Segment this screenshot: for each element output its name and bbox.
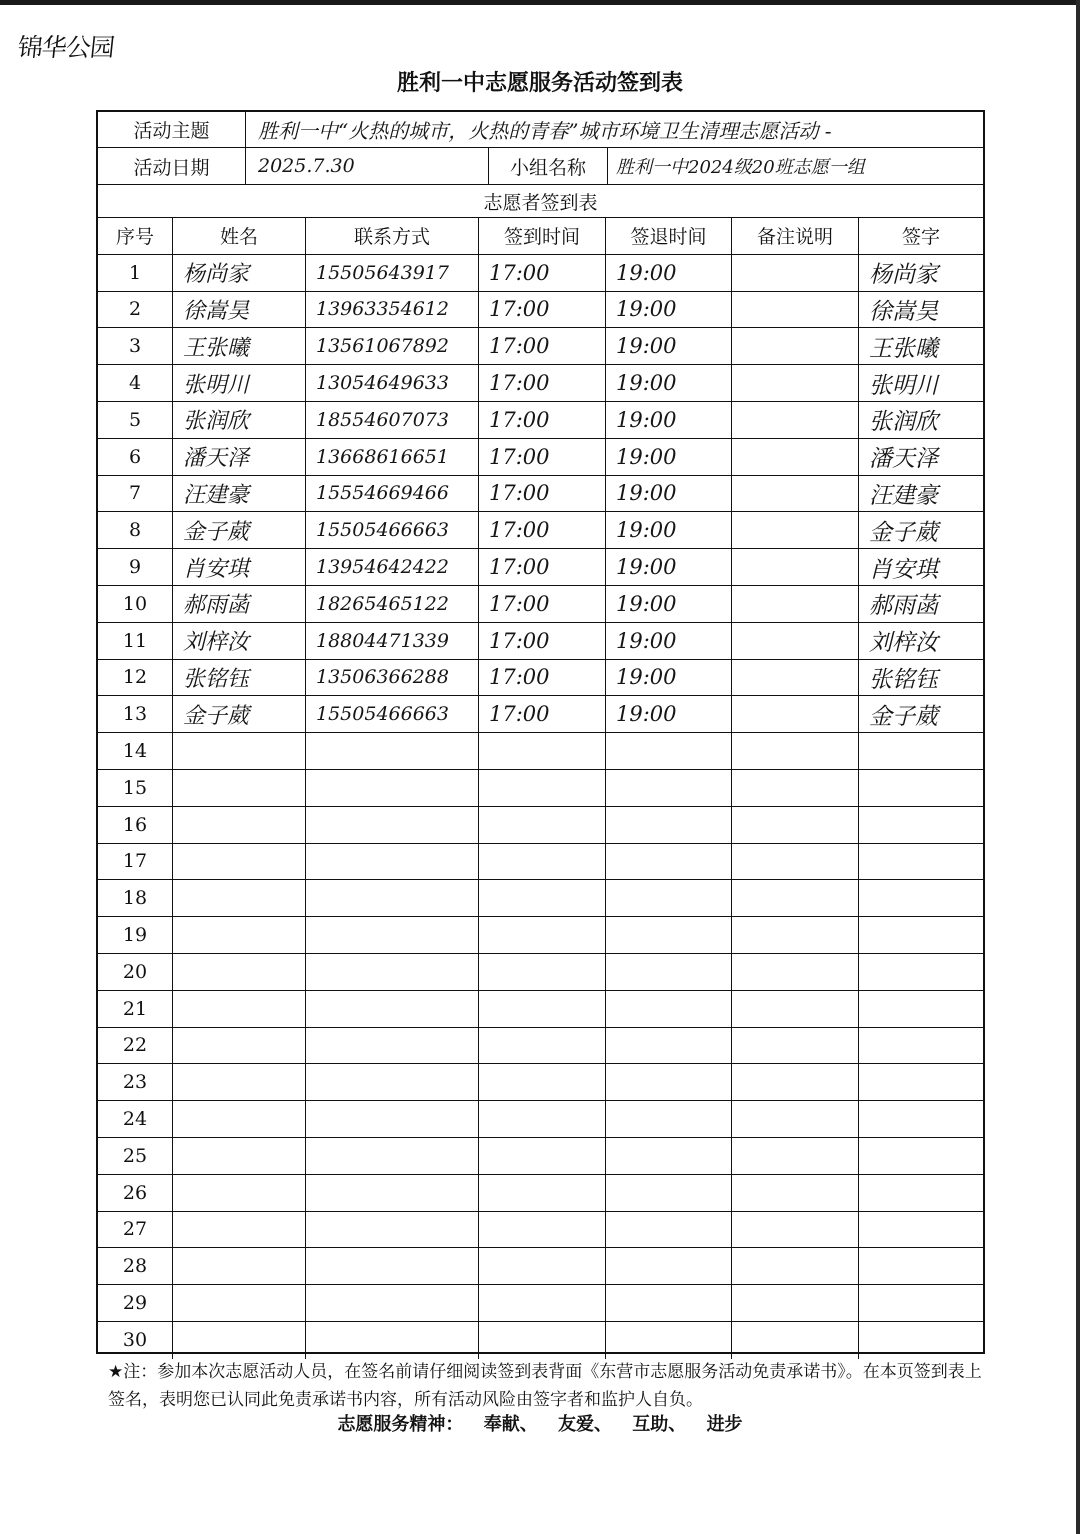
volunteer-phone: [306, 1028, 479, 1064]
note-cell: [732, 402, 859, 438]
signout-time: 19:00: [606, 402, 732, 438]
signin-time: 17:00: [479, 439, 606, 475]
table-row: [98, 954, 983, 991]
signout-time: [606, 1175, 732, 1211]
volunteer-name: [173, 991, 306, 1027]
row-number: 26: [98, 1175, 173, 1211]
date-value: 2025.7.30: [258, 155, 355, 177]
group-value: 胜利一中2024级20班志愿一组: [616, 157, 865, 178]
signin-time: 17:00: [479, 549, 606, 585]
volunteer-phone: [306, 1101, 479, 1137]
note-cell: [732, 255, 859, 291]
footer-spirit: [0, 1410, 1080, 1436]
volunteer-name: [173, 880, 306, 916]
note-cell: [732, 880, 859, 916]
row-number: 24: [98, 1101, 173, 1137]
volunteer-name: [173, 917, 306, 953]
volunteer-phone: [306, 807, 479, 843]
signature-cell: 金子葳: [869, 519, 938, 546]
row-number: 17: [98, 844, 173, 880]
signout-time: [606, 807, 732, 843]
table-row: [98, 402, 983, 439]
signin-time: 17:00: [479, 586, 606, 622]
volunteer-phone: 13668616651: [306, 439, 479, 475]
volunteer-phone: [306, 1212, 479, 1248]
signature-cell: [859, 1138, 983, 1174]
volunteer-phone: 13054649633: [306, 365, 479, 401]
row-number: 1: [98, 255, 173, 291]
signout-time: 19:00: [606, 660, 732, 696]
note-cell: [732, 476, 859, 512]
date-label: 活动日期: [98, 148, 246, 184]
volunteer-name: 杨尚家: [173, 255, 306, 291]
signature-cell: [859, 1212, 983, 1248]
table-row: [98, 255, 983, 292]
table-row: [98, 328, 983, 365]
signature-cell: [859, 880, 983, 916]
theme-row: [98, 112, 983, 148]
volunteer-name: [173, 1248, 306, 1284]
header-signature: 签字: [901, 226, 940, 249]
row-number: 7: [98, 476, 173, 512]
volunteer-phone: [306, 917, 479, 953]
signout-time: 19:00: [606, 292, 732, 328]
volunteer-name: 王张曦: [173, 328, 306, 364]
volunteer-name: [173, 1138, 306, 1174]
volunteer-name: [173, 1175, 306, 1211]
volunteer-phone: 13963354612: [306, 292, 479, 328]
spirit-value: 奉献、: [483, 1414, 538, 1435]
signout-time: 19:00: [606, 512, 732, 548]
header-note: 备注说明: [732, 218, 859, 254]
signout-time: 19:00: [606, 365, 732, 401]
handwritten-location-note: 锦华公园: [16, 33, 116, 62]
table-row: [98, 1064, 983, 1101]
table-row: [98, 549, 983, 586]
signin-time: 17:00: [479, 402, 606, 438]
signout-time: [606, 1322, 732, 1359]
spirit-value: 友爱、: [558, 1414, 612, 1435]
volunteer-name: 金子葳: [173, 696, 306, 732]
note-cell: [732, 549, 859, 585]
signin-time: [479, 1028, 606, 1064]
signature-cell: 张明川: [869, 372, 938, 399]
signout-time: [606, 1138, 732, 1174]
row-number: 10: [98, 586, 173, 622]
volunteer-name: 潘天泽: [173, 439, 306, 475]
signout-time: 19:00: [606, 255, 732, 291]
note-cell: [732, 991, 859, 1027]
spirit-value: 进步: [706, 1414, 743, 1435]
volunteer-phone: [306, 844, 479, 880]
table-row: [98, 1175, 983, 1212]
signout-time: [606, 991, 732, 1027]
row-number: 9: [98, 549, 173, 585]
group-label: 小组名称: [488, 148, 608, 184]
signin-time: 17:00: [479, 660, 606, 696]
signin-time: [479, 1285, 606, 1321]
volunteer-name: [173, 1064, 306, 1100]
volunteer-phone: [306, 954, 479, 990]
signature-cell: 汪建豪: [869, 482, 938, 509]
volunteer-phone: [306, 770, 479, 806]
row-number: 18: [98, 880, 173, 916]
table-row: [98, 917, 983, 954]
signature-cell: 潘天泽: [869, 446, 938, 473]
signin-time: [479, 954, 606, 990]
table-row: [98, 1248, 983, 1285]
signout-time: [606, 954, 732, 990]
row-number: 19: [98, 917, 173, 953]
signature-cell: [859, 917, 983, 953]
signature-cell: 张铭钰: [869, 666, 938, 693]
volunteer-name: [173, 1101, 306, 1137]
header-no: 序号: [98, 218, 173, 254]
note-cell: [732, 623, 859, 659]
signature-cell: [859, 733, 983, 769]
volunteer-phone: 13954642422: [306, 549, 479, 585]
signature-cell: [859, 1322, 983, 1359]
table-row: [98, 586, 983, 623]
signature-cell: [859, 1101, 983, 1137]
volunteer-phone: 15505466663: [306, 696, 479, 732]
note-cell: [732, 512, 859, 548]
row-number: 2: [98, 292, 173, 328]
signin-time: [479, 1064, 606, 1100]
signin-time: [479, 991, 606, 1027]
signature-cell: [859, 954, 983, 990]
table-row: [98, 844, 983, 881]
signin-time: [479, 917, 606, 953]
row-number: 8: [98, 512, 173, 548]
signin-time: [479, 1138, 606, 1174]
signout-time: [606, 1101, 732, 1137]
signout-time: 19:00: [606, 696, 732, 732]
signout-time: [606, 733, 732, 769]
note-cell: [732, 844, 859, 880]
sheet-subtitle: 志愿者签到表: [98, 185, 983, 218]
signature-cell: [859, 1248, 983, 1284]
table-row: [98, 365, 983, 402]
table-row: [98, 1322, 983, 1359]
signature-cell: 杨尚家: [869, 262, 938, 289]
signature-cell: 王张曦: [869, 335, 938, 362]
signout-time: 19:00: [606, 586, 732, 622]
spirit-value: 互助、: [632, 1414, 687, 1435]
row-number: 14: [98, 733, 173, 769]
date-group-row: [98, 148, 983, 185]
note-cell: [732, 1064, 859, 1100]
signin-time: 17:00: [479, 512, 606, 548]
table-row: [98, 1212, 983, 1249]
signature-cell: [859, 1175, 983, 1211]
volunteer-name: [173, 770, 306, 806]
row-number: 28: [98, 1248, 173, 1284]
volunteer-phone: 15505643917: [306, 255, 479, 291]
note-cell: [732, 292, 859, 328]
header-signin-time: 签到时间: [479, 218, 606, 254]
header-name: 姓名: [173, 218, 306, 254]
signin-time: [479, 1101, 606, 1137]
scan-top-border: [0, 0, 1080, 5]
footer-disclaimer: ★注：参加本次志愿活动人员，在签名前请仔细阅读签到表背面《东营市志愿服务活动免责承诺书》。在本页签到表上签名，表明您已认同此免责承诺书内容，所有活动风险由签字者和监护人自负。: [108, 1362, 982, 1410]
note-cell: [732, 439, 859, 475]
note-cell: [732, 1248, 859, 1284]
row-number: 15: [98, 770, 173, 806]
table-row: [98, 623, 983, 660]
table-row: [98, 660, 983, 697]
row-number: 30: [98, 1322, 173, 1359]
volunteer-name: 张润欣: [173, 402, 306, 438]
row-number: 29: [98, 1285, 173, 1321]
signout-time: [606, 1028, 732, 1064]
note-cell: [732, 770, 859, 806]
volunteer-phone: [306, 1322, 479, 1359]
scan-right-border: [1076, 0, 1080, 1534]
signin-time: [479, 770, 606, 806]
signature-cell: 郝雨菡: [869, 593, 938, 620]
signature-cell: [859, 991, 983, 1027]
signature-cell: 肖安琪: [869, 556, 938, 583]
volunteer-name: [173, 844, 306, 880]
volunteer-phone: [306, 1175, 479, 1211]
signature-cell: [859, 807, 983, 843]
signout-time: [606, 880, 732, 916]
signout-time: [606, 1212, 732, 1248]
signin-time: [479, 844, 606, 880]
signature-cell: 徐嵩昊: [869, 298, 938, 325]
signout-time: 19:00: [606, 476, 732, 512]
row-number: 27: [98, 1212, 173, 1248]
note-cell: [732, 1175, 859, 1211]
volunteer-phone: 18554607073: [306, 402, 479, 438]
signout-time: 19:00: [606, 549, 732, 585]
note-cell: [732, 733, 859, 769]
signout-time: [606, 1248, 732, 1284]
signin-sheet: [96, 110, 985, 1354]
signout-time: [606, 770, 732, 806]
signin-time: 17:00: [479, 328, 606, 364]
signature-cell: [859, 1285, 983, 1321]
note-cell: [732, 1101, 859, 1137]
signin-time: [479, 880, 606, 916]
signature-cell: [859, 770, 983, 806]
volunteer-name: 徐嵩昊: [173, 292, 306, 328]
signin-time: [479, 1175, 606, 1211]
row-number: 11: [98, 623, 173, 659]
volunteer-name: [173, 1212, 306, 1248]
row-number: 22: [98, 1028, 173, 1064]
signout-time: [606, 1064, 732, 1100]
volunteer-phone: 15554669466: [306, 476, 479, 512]
note-cell: [732, 1322, 859, 1359]
note-cell: [732, 1138, 859, 1174]
table-row: [98, 770, 983, 807]
volunteer-name: 肖安琪: [173, 549, 306, 585]
signature-cell: 刘梓汝: [869, 630, 938, 657]
table-row: [98, 733, 983, 770]
signin-time: 17:00: [479, 255, 606, 291]
volunteer-phone: [306, 991, 479, 1027]
row-number: 21: [98, 991, 173, 1027]
header-signout-time: 签退时间: [606, 218, 732, 254]
signin-time: [479, 807, 606, 843]
row-number: 16: [98, 807, 173, 843]
volunteer-name: [173, 1322, 306, 1359]
row-number: 12: [98, 660, 173, 696]
volunteer-phone: [306, 1248, 479, 1284]
table-row: [98, 1138, 983, 1175]
volunteer-phone: [306, 733, 479, 769]
volunteer-phone: [306, 1285, 479, 1321]
signin-time: 17:00: [479, 623, 606, 659]
note-cell: [732, 917, 859, 953]
page-title: 胜利一中志愿服务活动签到表: [396, 71, 683, 96]
table-row: [98, 1028, 983, 1065]
header-phone: 联系方式: [306, 218, 479, 254]
note-cell: [732, 807, 859, 843]
volunteer-name: 郝雨菡: [173, 586, 306, 622]
note-cell: [732, 365, 859, 401]
signout-time: 19:00: [606, 439, 732, 475]
volunteer-phone: 13506366288: [306, 660, 479, 696]
signin-time: [479, 733, 606, 769]
signin-time: 17:00: [479, 365, 606, 401]
row-number: 4: [98, 365, 173, 401]
signature-cell: [859, 844, 983, 880]
table-row: [98, 1285, 983, 1322]
table-row: [98, 439, 983, 476]
volunteer-name: 金子葳: [173, 512, 306, 548]
note-cell: [732, 1028, 859, 1064]
spirit-label: 志愿服务精神：: [337, 1414, 464, 1435]
row-number: 13: [98, 696, 173, 732]
signout-time: [606, 1285, 732, 1321]
note-cell: [732, 1212, 859, 1248]
volunteer-name: 张铭钰: [173, 660, 306, 696]
table-row: [98, 696, 983, 733]
row-number: 20: [98, 954, 173, 990]
signin-time: 17:00: [479, 696, 606, 732]
volunteer-phone: [306, 880, 479, 916]
table-row: [98, 880, 983, 917]
table-row: [98, 476, 983, 513]
note-cell: [732, 696, 859, 732]
volunteer-phone: [306, 1064, 479, 1100]
note-cell: [732, 1285, 859, 1321]
signin-time: [479, 1322, 606, 1359]
theme-value: 胜利一中“火热的城市，火热的青春”城市环境卫生清理志愿活动 -: [258, 119, 832, 143]
volunteer-phone: 13561067892: [306, 328, 479, 364]
signin-time: [479, 1212, 606, 1248]
signout-time: [606, 844, 732, 880]
table-row: [98, 512, 983, 549]
row-number: 23: [98, 1064, 173, 1100]
volunteer-name: [173, 954, 306, 990]
signin-time: 17:00: [479, 476, 606, 512]
signature-cell: [859, 1028, 983, 1064]
table-row: [98, 991, 983, 1028]
table-header: [98, 218, 983, 255]
volunteer-name: [173, 1028, 306, 1064]
table-row: [98, 807, 983, 844]
volunteer-name: 汪建豪: [173, 476, 306, 512]
volunteer-phone: 18265465122: [306, 586, 479, 622]
table-row: [98, 292, 983, 329]
row-number: 3: [98, 328, 173, 364]
volunteer-phone: [306, 1138, 479, 1174]
signature-cell: 张润欣: [869, 409, 938, 436]
volunteer-name: [173, 807, 306, 843]
table-row: [98, 1101, 983, 1138]
signin-time: [479, 1248, 606, 1284]
signin-time: 17:00: [479, 292, 606, 328]
volunteer-name: 张明川: [173, 365, 306, 401]
note-cell: [732, 660, 859, 696]
row-number: 5: [98, 402, 173, 438]
note-cell: [732, 954, 859, 990]
volunteer-name: [173, 733, 306, 769]
signout-time: [606, 917, 732, 953]
note-cell: [732, 586, 859, 622]
volunteer-name: [173, 1285, 306, 1321]
signout-time: 19:00: [606, 623, 732, 659]
signature-cell: [859, 1064, 983, 1100]
theme-label: 活动主题: [98, 112, 246, 147]
volunteer-phone: 15505466663: [306, 512, 479, 548]
signout-time: 19:00: [606, 328, 732, 364]
row-number: 25: [98, 1138, 173, 1174]
note-cell: [732, 328, 859, 364]
volunteer-phone: 18804471339: [306, 623, 479, 659]
signature-cell: 金子葳: [869, 703, 938, 730]
volunteer-name: 刘梓汝: [173, 623, 306, 659]
row-number: 6: [98, 439, 173, 475]
